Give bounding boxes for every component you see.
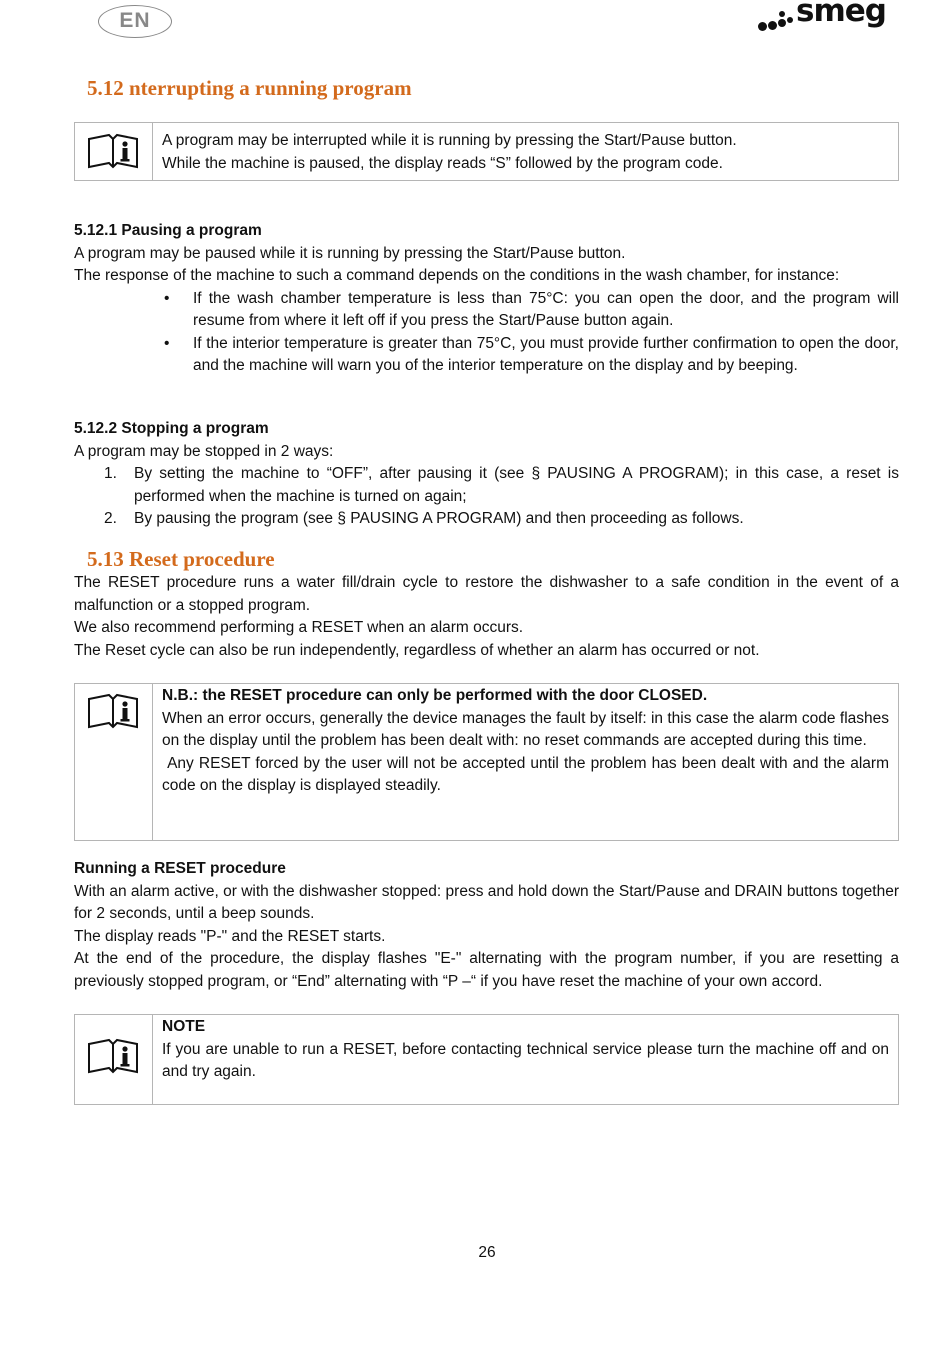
list-item-text: If the wash chamber temperature is less than 75°C: you can open the door, and the program will resume from where it left off if you press the Start/Pause button again. xyxy=(193,289,899,329)
note-title: NOTE xyxy=(162,1018,206,1035)
page-number: 26 xyxy=(478,1244,496,1261)
info-line-1: A program may be interrupted while it is running by pressing the Start/Pause button. xyxy=(162,132,737,149)
paragraph: With an alarm active, or with the dishwasher stopped: press and hold down the Start/Pause and DRAIN buttons together for 2 seconds, until a beep sounds. xyxy=(74,882,899,922)
bullet-list xyxy=(74,288,899,378)
paragraph: The Reset cycle can also be run independently, regardless of whether an alarm has occurred or not. xyxy=(74,641,760,659)
paragraph: A program may be stopped in 2 ways: xyxy=(74,442,334,460)
numbered-list xyxy=(74,463,899,531)
list-number: 2. xyxy=(104,510,117,527)
list-item xyxy=(74,333,899,378)
section-5-13-body xyxy=(74,572,899,662)
paragraph: We also recommend performing a RESET when an alarm occurs. xyxy=(74,619,524,636)
info-icon-cell xyxy=(75,1015,153,1104)
list-item xyxy=(74,508,899,531)
paragraph: The display reads "P-" and the RESET starts. xyxy=(74,927,386,945)
paragraph: A program may be paused while it is running by pressing the Start/Pause button. xyxy=(74,244,626,262)
paragraph: The response of the machine to such a command depends on the conditions in the wash chamber, for instance: xyxy=(74,267,840,284)
note-box xyxy=(74,1014,899,1105)
nb-title: N.B.: the RESET procedure can only be performed with the door CLOSED. xyxy=(162,687,708,704)
list-item xyxy=(74,463,899,508)
brand-logo xyxy=(758,2,900,42)
list-item-text: By setting the machine to “OFF”, after pausing it (see § PAUSING A PROGRAM); in this case, a reset is performed when the machine is turned on again; xyxy=(134,465,899,505)
paragraph: The RESET procedure runs a water fill/drain cycle to restore the dishwasher to a safe condition in the event of a malfunction or a stopped program. xyxy=(74,574,899,614)
paragraph: If you are unable to run a RESET, before contacting technical service please turn the machine off and on and try again. xyxy=(162,1040,889,1080)
subsection-title-running-reset: Running a RESET procedure xyxy=(74,860,286,877)
manual-info-icon xyxy=(87,1038,139,1076)
paragraph: Any RESET forced by the user will not be accepted until the problem has been dealt with and the alarm code on the display is displayed steadily. xyxy=(162,754,894,794)
brand-wordmark: smeg xyxy=(796,0,886,29)
list-item xyxy=(74,288,899,333)
running-reset-section xyxy=(74,858,899,993)
nb-box xyxy=(74,683,899,841)
subsection-title-5-12-2: 5.12.2 Stopping a program xyxy=(74,420,269,437)
paragraph: When an error occurs, generally the device manages the fault by itself: in this case the alarm code flashes on the display until the problem has been dealt with: no reset commands are accepted during this time. xyxy=(162,709,889,749)
language-badge: EN xyxy=(98,5,172,38)
manual-info-icon xyxy=(87,693,139,731)
section-heading-5-13: 5.13 Reset procedure xyxy=(87,547,275,571)
info-icon-cell xyxy=(75,684,153,840)
info-icon-cell xyxy=(75,123,153,180)
subsection-5-12-1 xyxy=(74,220,899,378)
list-item-text: If the interior temperature is greater than 75°C, you must provide further confirmation to open the door, and the machine will warn you of the interior temperature on the display and by beeping. xyxy=(193,334,899,374)
section-heading-5-12: 5.12 nterrupting a running program xyxy=(87,76,412,100)
subsection-title-5-12-1: 5.12.1 Pausing a program xyxy=(74,222,262,239)
bullet-icon: • xyxy=(164,289,170,307)
list-number: 1. xyxy=(104,465,117,482)
subsection-5-12-2 xyxy=(74,418,899,531)
manual-info-icon xyxy=(87,133,139,171)
list-item-text: By pausing the program (see § PAUSING A PROGRAM) and then proceeding as follows. xyxy=(134,510,744,527)
info-box-interrupt xyxy=(74,122,899,181)
paragraph: At the end of the procedure, the display flashes "E-" alternating with the program number, if you are resetting a previously stopped program, or “End” alternating with “P –“ if you have reset the machine of your own accord. xyxy=(74,950,899,990)
info-line-2: While the machine is paused, the display reads “S” followed by the program code. xyxy=(162,154,723,172)
bullet-icon: • xyxy=(164,334,170,352)
